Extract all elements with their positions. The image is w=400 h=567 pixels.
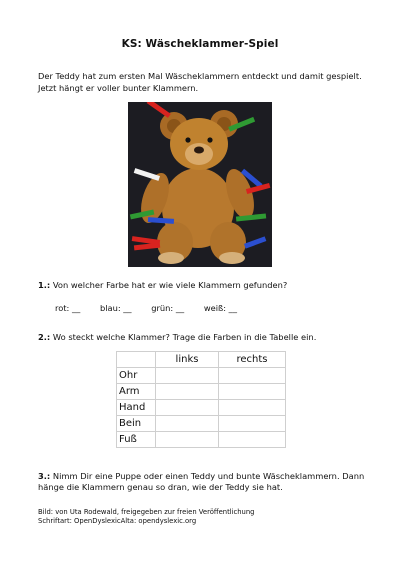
table-row bbox=[117, 368, 286, 384]
table-row bbox=[117, 416, 286, 432]
row-label-bein: Bein bbox=[117, 416, 156, 432]
question-1-text: Von welcher Farbe hat er wie viele Klammern gefunden? bbox=[52, 280, 288, 290]
color-count-answers bbox=[55, 303, 254, 313]
cell-fuss-rechts[interactable] bbox=[219, 432, 286, 448]
footer-font-credit: Schriftart: OpenDyslexicAlta: opendyslexic.org bbox=[38, 517, 197, 525]
cell-arm-links[interactable] bbox=[156, 384, 219, 400]
cell-fuss-links[interactable] bbox=[156, 432, 219, 448]
question-3-text: Nimm Dir eine Puppe oder einen Teddy und bunte Wäscheklammern. Dann hänge die Klammern genau so dran, wie der Teddy sie hat. bbox=[38, 471, 365, 492]
footer-image-credit: Bild: von Uta Rodewald, freigegeben zur freien Veröffentlichung bbox=[38, 508, 255, 516]
intro-text: Der Teddy hat zum ersten Mal Wäscheklammern entdeckt und damit gespielt. Jetzt hängt er voller bunter Klammern. bbox=[38, 71, 362, 93]
question-1-number: 1.: bbox=[38, 280, 51, 290]
cell-ohr-rechts[interactable] bbox=[219, 368, 286, 384]
row-label-ohr: Ohr bbox=[117, 368, 156, 384]
table-header-corner bbox=[117, 352, 156, 368]
question-2-number: 2.: bbox=[38, 332, 51, 342]
answer-red: rot: __ bbox=[55, 303, 81, 313]
cell-hand-links[interactable] bbox=[156, 400, 219, 416]
question-2-text: Wo steckt welche Klammer? Trage die Farben in die Tabelle ein. bbox=[52, 332, 317, 342]
cell-arm-rechts[interactable] bbox=[219, 384, 286, 400]
answer-white: weiß: __ bbox=[203, 303, 237, 313]
table-header-right: rechts bbox=[219, 352, 286, 368]
cell-hand-rechts[interactable] bbox=[219, 400, 286, 416]
footer-credits bbox=[38, 508, 255, 526]
table-header-left: links bbox=[156, 352, 219, 368]
row-label-arm: Arm bbox=[117, 384, 156, 400]
answer-green: grün: __ bbox=[151, 303, 185, 313]
table-row bbox=[117, 400, 286, 416]
clip-position-table bbox=[116, 351, 286, 448]
table-row bbox=[117, 384, 286, 400]
question-3-number: 3.: bbox=[38, 471, 51, 481]
cell-bein-rechts[interactable] bbox=[219, 416, 286, 432]
answer-blue: blau: __ bbox=[99, 303, 132, 313]
teddy-photo bbox=[128, 102, 272, 267]
cell-bein-links[interactable] bbox=[156, 416, 219, 432]
row-label-fuss: Fuß bbox=[117, 432, 156, 448]
question-1 bbox=[38, 280, 368, 291]
table-row bbox=[117, 432, 286, 448]
question-3 bbox=[38, 471, 368, 493]
table-header-row bbox=[117, 352, 286, 368]
page-title: KS: Wäscheklammer-Spiel bbox=[121, 38, 279, 50]
row-label-hand: Hand bbox=[117, 400, 156, 416]
cell-ohr-links[interactable] bbox=[156, 368, 219, 384]
teddy-illustration bbox=[128, 102, 272, 267]
question-2 bbox=[38, 332, 368, 343]
